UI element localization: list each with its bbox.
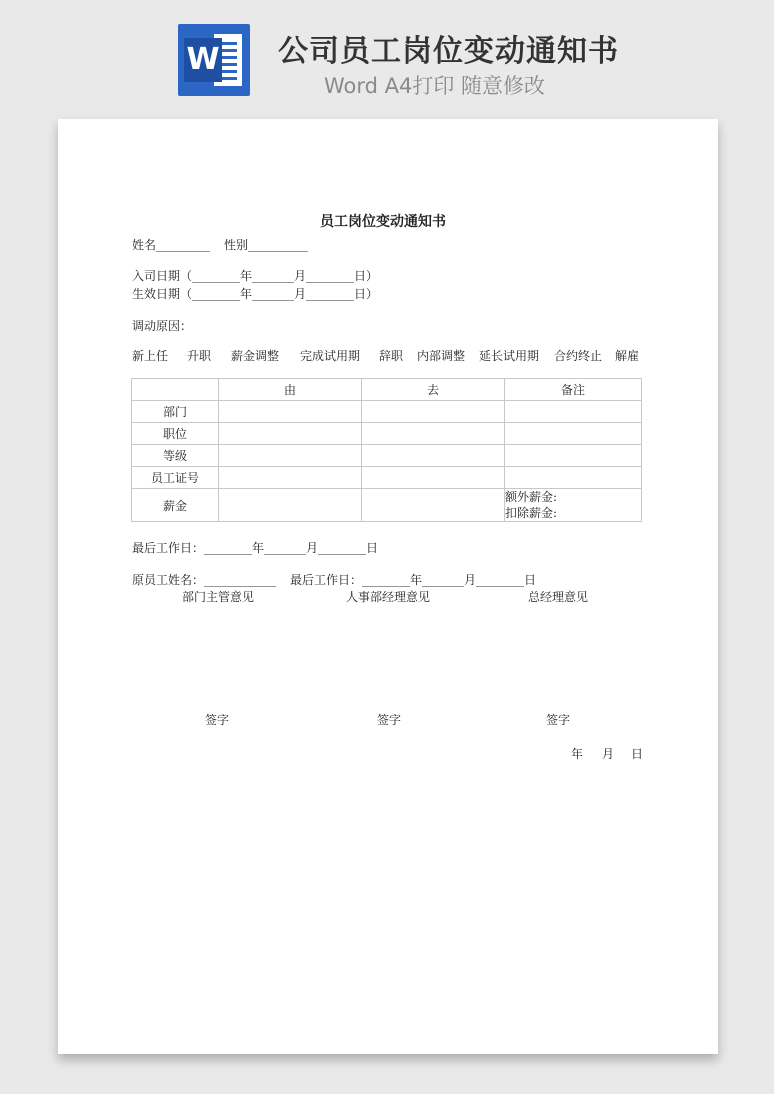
word-logo-icon [178, 24, 250, 96]
banner-title: 公司员工岗位变动通知书 [278, 34, 619, 69]
change-table [131, 378, 642, 522]
last-workday-field: 最后工作日：________年_______月________日 [132, 541, 379, 555]
effective-date-field: 生效日期（________年_______月________日） [132, 287, 379, 301]
reason-option: 新上任 [132, 349, 169, 363]
row-label: 部门 [132, 401, 219, 423]
reason-option: 薪金调整 [231, 349, 280, 363]
document-page [58, 119, 718, 1054]
table-cell[interactable] [219, 467, 362, 489]
table-cell[interactable] [362, 467, 505, 489]
row-label: 职位 [132, 423, 219, 445]
reason-option: 升职 [187, 349, 212, 363]
table-cell[interactable] [505, 423, 642, 445]
reason-option: 辞职 [379, 349, 404, 363]
reason-option: 完成试用期 [300, 349, 361, 363]
extra-salary-label: 额外薪金: [505, 490, 558, 504]
deduct-salary-label: 扣除薪金: [505, 506, 558, 520]
table-cell[interactable] [219, 401, 362, 423]
name-field: 姓名_________ [132, 238, 211, 252]
table-cell[interactable] [219, 445, 362, 467]
table-cell[interactable] [505, 467, 642, 489]
row-label: 员工证号 [132, 467, 219, 489]
table-header-cell [132, 379, 219, 401]
banner-subtitle: Word A4打印 随意修改 [324, 74, 546, 98]
signature-label: 签字 [546, 713, 571, 727]
date-year: 年 [571, 747, 584, 761]
watermark [112, 449, 131, 474]
signature-label: 签字 [377, 713, 402, 727]
opinion-label: 总经理意见 [528, 590, 589, 604]
last-workday-field-2: 最后工作日：________年_______月________日 [290, 573, 537, 587]
table-cell[interactable] [505, 401, 642, 423]
table-header-cell: 由 [219, 379, 362, 401]
reason-label: 调动原因： [132, 319, 193, 333]
table-header-cell: 去 [362, 379, 505, 401]
table-cell[interactable] [219, 423, 362, 445]
reason-option: 内部调整 [417, 349, 466, 363]
table-header-row [132, 379, 642, 401]
table-cell[interactable] [219, 489, 362, 522]
opinion-label: 人事部经理意见 [346, 590, 431, 604]
reason-option: 解雇 [615, 349, 640, 363]
table-row [132, 423, 642, 445]
table-row [132, 445, 642, 467]
logo-letter: W [184, 38, 222, 82]
reason-option: 延长试用期 [479, 349, 540, 363]
signature-label: 签字 [205, 713, 230, 727]
date-day: 日 [631, 747, 644, 761]
row-label: 薪金 [132, 489, 219, 522]
table-row [132, 467, 642, 489]
table-cell[interactable] [362, 489, 505, 522]
table-cell[interactable] [362, 423, 505, 445]
table-cell[interactable] [362, 445, 505, 467]
reason-option: 合约终止 [554, 349, 603, 363]
document-title: 员工岗位变动通知书 [320, 214, 446, 230]
join-date-field: 入司日期（________年_______月________日） [132, 269, 379, 283]
salary-note-cell[interactable] [505, 489, 642, 522]
table-row [132, 489, 642, 522]
table-cell[interactable] [505, 445, 642, 467]
row-label: 等级 [132, 445, 219, 467]
table-cell[interactable] [362, 401, 505, 423]
original-name-field: 原员工姓名：____________ [132, 573, 277, 587]
header-banner [0, 0, 774, 112]
table-header-cell: 备注 [505, 379, 642, 401]
opinion-label: 部门主管意见 [182, 590, 255, 604]
table-row [132, 401, 642, 423]
gender-field: 性别__________ [224, 238, 309, 252]
date-month: 月 [602, 747, 615, 761]
